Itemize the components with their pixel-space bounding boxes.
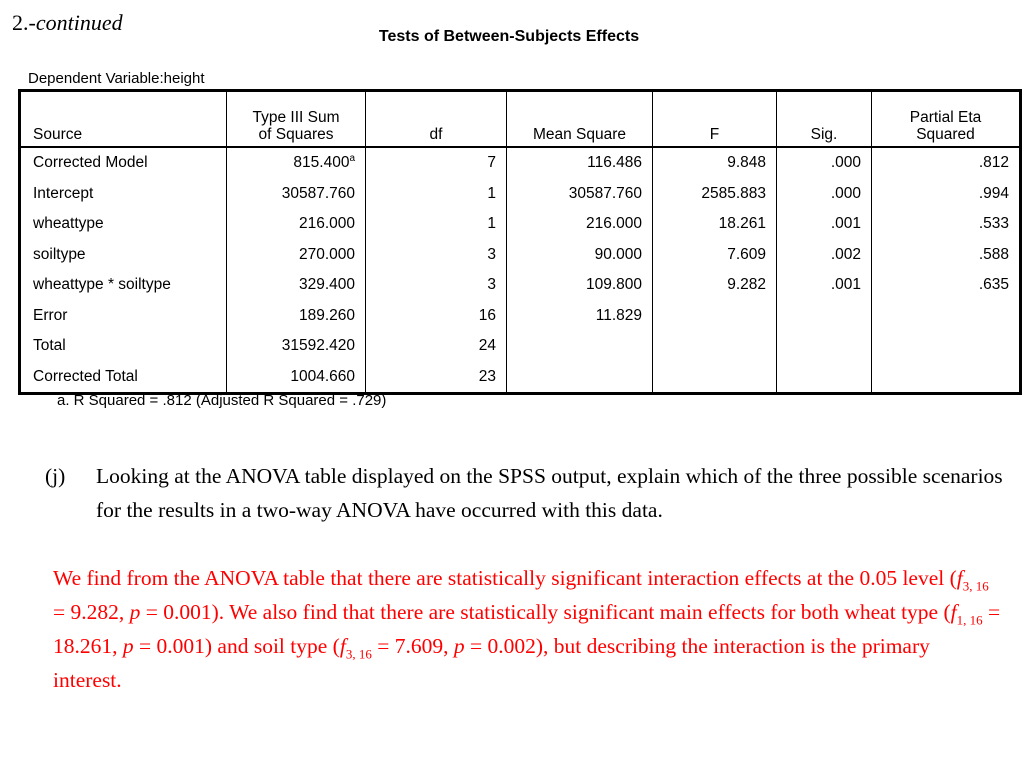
table-row	[20, 240, 1021, 271]
cell-df: 3	[366, 240, 507, 271]
cell-ss: 329.400	[227, 270, 366, 301]
cell-f	[653, 301, 777, 332]
cell-source: Corrected Model	[33, 154, 148, 171]
cell-df: 16	[366, 301, 507, 332]
cell-eta: .533	[872, 209, 1021, 240]
table-row	[20, 331, 1021, 362]
cell-eta	[872, 362, 1021, 394]
table-row	[20, 362, 1021, 394]
table-row	[20, 209, 1021, 240]
cell-ss: 189.260	[227, 301, 366, 332]
col-ss: Type III Sum of Squares	[227, 91, 366, 148]
cell-df: 3	[366, 270, 507, 301]
cell-sig	[777, 362, 872, 394]
cell-ms: 116.486	[507, 147, 653, 179]
question-block	[45, 459, 1005, 527]
cell-sig: .000	[777, 147, 872, 179]
cell-source: wheattype	[33, 215, 104, 232]
cell-sig: .002	[777, 240, 872, 271]
cell-sig: .000	[777, 179, 872, 210]
question-text: Looking at the ANOVA table displayed on the SPSS output, explain which of the three possible scenarios for the results in a two-way ANOVA have occurred with this data.	[96, 464, 1003, 522]
cell-ms	[507, 331, 653, 362]
cell-source: Total	[33, 337, 66, 354]
cell-ss: 270.000	[227, 240, 366, 271]
cell-df: 1	[366, 209, 507, 240]
cell-ss: 216.000	[227, 209, 366, 240]
cell-eta: .994	[872, 179, 1021, 210]
cell-f: 18.261	[653, 209, 777, 240]
cell-eta	[872, 301, 1021, 332]
cell-ss: 30587.760	[227, 179, 366, 210]
table-footnote: a. R Squared = .812 (Adjusted R Squared = .729)	[57, 392, 387, 409]
table-row	[20, 270, 1021, 301]
cell-ms: 30587.760	[507, 179, 653, 210]
cell-f	[653, 362, 777, 394]
cell-df: 7	[366, 147, 507, 179]
footnote-mark: a	[349, 152, 355, 164]
cell-df: 23	[366, 362, 507, 394]
table-header-row	[20, 91, 1021, 148]
cell-f: 9.848	[653, 147, 777, 179]
col-ms: Mean Square	[507, 91, 653, 148]
anova-table	[18, 89, 1022, 395]
col-sig: Sig.	[777, 91, 872, 148]
table-row	[20, 301, 1021, 332]
cell-sig: .001	[777, 270, 872, 301]
col-df: df	[366, 91, 507, 148]
col-source: Source	[20, 91, 227, 148]
cell-eta: .812	[872, 147, 1021, 179]
cell-eta: .635	[872, 270, 1021, 301]
cell-ms: 109.800	[507, 270, 653, 301]
cell-f: 2585.883	[653, 179, 777, 210]
cell-ss: 815.400$^a$	[227, 147, 366, 179]
cell-source: wheattype * soiltype	[33, 276, 171, 293]
cell-ms: 11.829	[507, 301, 653, 332]
cell-source: Error	[33, 306, 68, 324]
cell-f: 7.609	[653, 240, 777, 271]
header-continued: continued	[35, 10, 123, 35]
col-f: F	[653, 91, 777, 148]
col-eta: Partial Eta Squared	[872, 91, 1021, 148]
answer-text: We find from the ANOVA table that there are statistically significant interaction effects at the 0.05 level ($f_{3, 16} = 9.282$, p = 0.001). We also find that there are statistically significant main effects for both wheat type ($f_{1, 16} = 18.261$, p = 0.001) and soil type ($f_{3, 16} = 7.609$, p = 0.002), but describing the interaction is the primary interest.	[53, 566, 1001, 692]
cell-sig	[777, 301, 872, 332]
cell-eta	[872, 331, 1021, 362]
cell-df: 24	[366, 331, 507, 362]
cell-source: Corrected Total	[33, 367, 138, 385]
cell-sig: .001	[777, 209, 872, 240]
cell-ms: 90.000	[507, 240, 653, 271]
cell-ms: 216.000	[507, 209, 653, 240]
cell-ss: 1004.660	[227, 362, 366, 394]
cell-ms	[507, 362, 653, 394]
table-row	[20, 179, 1021, 210]
question-label: (j)	[45, 464, 66, 488]
dependent-variable-label: Dependent Variable:height	[28, 70, 205, 87]
header-number: 2.-	[12, 10, 36, 35]
cell-sig	[777, 331, 872, 362]
table-row	[20, 147, 1021, 179]
cell-f: 9.282	[653, 270, 777, 301]
cell-source: Intercept	[33, 184, 94, 202]
cell-ss: 31592.420	[227, 331, 366, 362]
cell-df: 1	[366, 179, 507, 210]
cell-f	[653, 331, 777, 362]
cell-source: soiltype	[33, 245, 86, 263]
table-title: Tests of Between-Subjects Effects	[378, 28, 640, 45]
cell-eta: .588	[872, 240, 1021, 271]
